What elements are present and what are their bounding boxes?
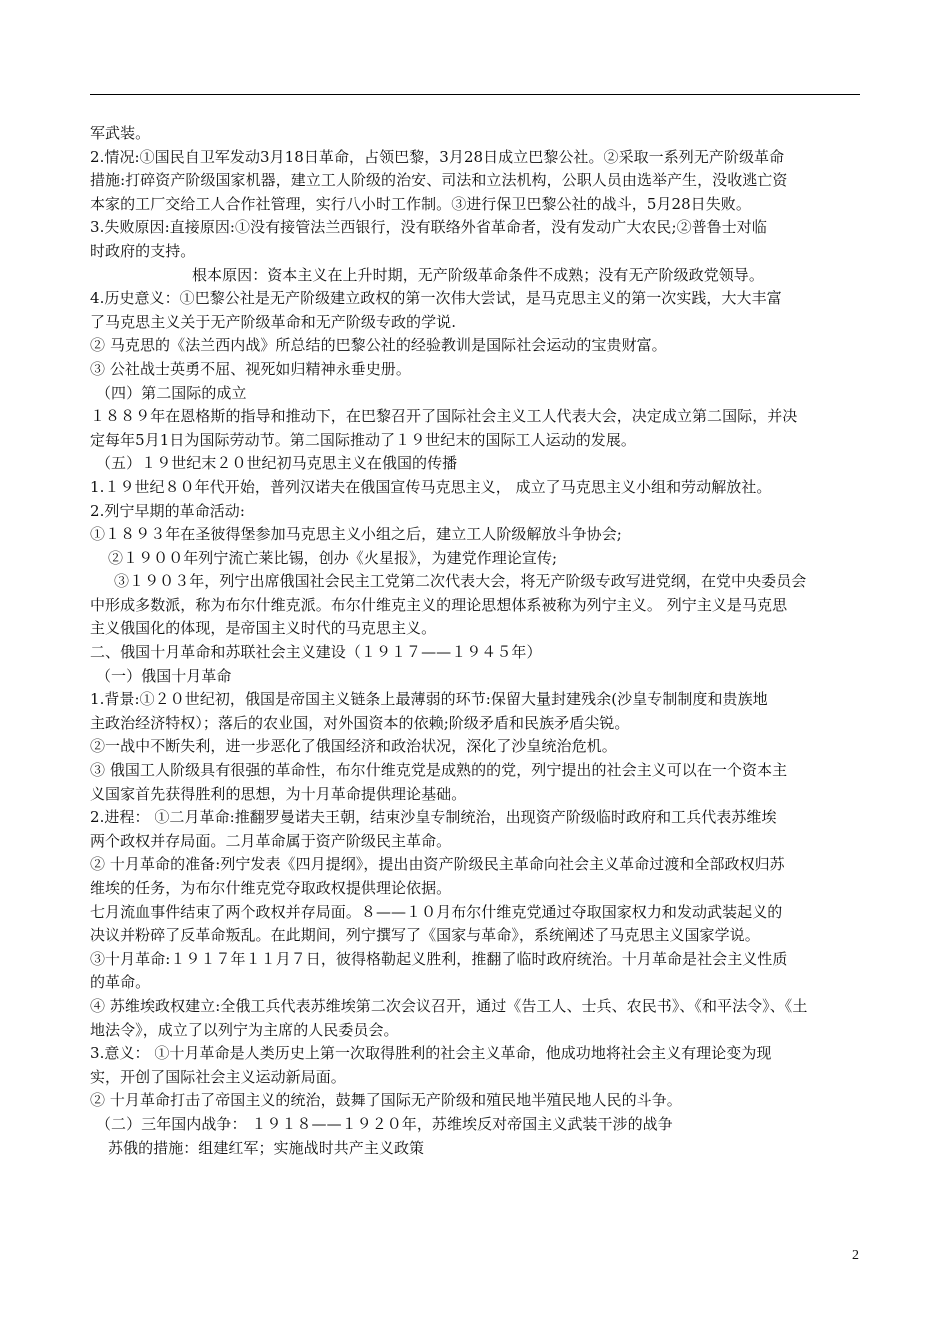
text-line: 措施:打碎资产阶级国家机器，建立工人阶级的治安、司法和立法机构，公职人员由选举产生，没收逃亡资 — [90, 171, 788, 190]
text-line: 2.列宁早期的革命活动: — [90, 501, 245, 520]
text-line: 定每年5月1日为国际劳动节。第二国际推动了１９世纪末的国际工人运动的发展。 — [90, 430, 636, 449]
text-line: （五）１９世纪末２０世纪初马克思主义在俄国的传播 — [96, 454, 458, 473]
text-line: ③十月革命:１９１７年１１月７日，彼得格勒起义胜利，推翻了临时政府统治。十月革命是社会主义性质 — [90, 949, 788, 968]
text-line: ②一战中不断失利，进一步恶化了俄国经济和政治状况，深化了沙皇统治危机。 — [90, 737, 617, 756]
text-line: （一）俄国十月革命 — [96, 666, 232, 685]
text-line: 二、俄国十月革命和苏联社会主义建设（１９１７——１９４５年） — [90, 643, 542, 662]
text-line: 本家的工厂交给工人合作社管理，实行八小时工作制。③进行保卫巴黎公社的战斗，5月28日失败。 — [90, 194, 751, 213]
header-rule — [90, 94, 860, 95]
text-line: 维埃的任务，为布尔什维克党夺取政权提供理论依据。 — [90, 879, 452, 897]
text-line: 七月流血事件结束了两个政权并存局面。８——１０月布尔什维克党通过夺取国家权力和发动武装起义的 — [90, 902, 783, 921]
text-line: 义国家首先获得胜利的思想，为十月革命提供理论基础。 — [90, 784, 467, 803]
text-line: 主政治经济特权）；落后的农业国，对外国资本的依赖;阶级矛盾和民族矛盾尖锐。 — [90, 713, 630, 732]
text-line: ③ 俄国工人阶级具有很强的革命性，布尔什维克党是成熟的的党，列宁提出的社会主义可以在一个资本主 — [90, 761, 788, 780]
text-line: ② 十月革命的准备:列宁发表《四月提纲》，提出由资产阶级民主革命向社会主义革命过渡和全部政权归苏 — [90, 855, 785, 874]
document-body — [90, 122, 862, 1160]
text-line: 3.失败原因:直接原因:①没有接管法兰西银行，没有联络外省革命者，没有发动广大农民;②普鲁士对临 — [90, 218, 767, 237]
text-line: （四）第二国际的成立 — [96, 383, 247, 402]
text-line: ①１８９３年在圣彼得堡参加马克思主义小组之后，建立工人阶级解放斗争协会; — [90, 525, 622, 544]
text-line: ③ 公社战士英勇不屈、视死如归精神永垂史册。 — [90, 359, 411, 378]
text-line: 的革命。 — [90, 973, 151, 992]
text-line: ② 马克思的《法兰西内战》所总结的巴黎公社的经验教训是国际社会运动的宝贵财富。 — [90, 336, 667, 355]
text-line: （二）三年国内战争： １９１８——１９２０年，苏维埃反对帝国主义武装干涉的战争 — [96, 1114, 673, 1133]
text-line: 3.意义： ①十月革命是人类历史上第一次取得胜利的社会主义革命，他成功地将社会主义有理论变为现 — [90, 1044, 772, 1063]
text-line: 苏俄的措施：组建红军；实施战时共产主义政策 — [108, 1138, 425, 1157]
text-line: 时政府的支持。 — [90, 241, 196, 260]
text-line: 了马克思主义关于无产阶级革命和无产阶级专政的学说. — [90, 312, 457, 331]
text-line: 根本原因：资本主义在上升时期，无产阶级革命条件不成熟；没有无产阶级政党领导。 — [192, 265, 764, 284]
text-line: 地法令》，成立了以列宁为主席的人民委员会。 — [90, 1020, 399, 1039]
text-line: 两个政权并存局面。二月革命属于资产阶级民主革命。 — [90, 831, 452, 850]
text-line: 决议并粉碎了反革命叛乱。在此期间，列宁撰写了《国家与革命》，系统阐述了马克思主义国家学说。 — [90, 926, 760, 945]
text-line: 1.背景:①２０世纪初，俄国是帝国主义链条上最薄弱的环节:保留大量封建残余(沙皇专制制度和贵族地 — [90, 690, 768, 709]
page-number: 2 — [852, 1248, 859, 1263]
text-line: 主义俄国化的体现，是帝国主义时代的马克思主义。 — [90, 619, 437, 638]
text-line: 1.１９世纪８０年代开始，普列汉诺夫在俄国宣传马克思主义， 成立了马克思主义小组和劳动解放社。 — [90, 477, 772, 496]
text-line: 2.情况:①国民自卫军发动3月18日革命，占领巴黎，3月28日成立巴黎公社。②采取一系列无产阶级革命 — [90, 147, 785, 166]
text-line: 4.历史意义：①巴黎公社是无产阶级建立政权的第一次伟大尝试，是马克思主义的第一次实践，大大丰富 — [90, 289, 782, 308]
text-line: 中形成多数派，称为布尔什维克派。布尔什维克主义的理论思想体系被称为列宁主义。 列宁主义是马克思 — [90, 595, 788, 614]
text-line: ③１９０３年，列宁出席俄国社会民主工党第二次代表大会，将无产阶级专政写进党纲，在党中央委员会 — [114, 572, 807, 591]
text-line: ② 十月革命打击了帝国主义的统治，鼓舞了国际无产阶级和殖民地半殖民地人民的斗争。 — [90, 1091, 682, 1110]
text-line: ④ 苏维埃政权建立:全俄工兵代表苏维埃第二次会议召开，通过《告工人、士兵、农民书》、《和平法令》、《土 — [90, 996, 808, 1015]
text-line: 军武装。 — [90, 124, 151, 142]
text-line: １８８９年在恩格斯的指导和推动下，在巴黎召开了国际社会主义工人代表大会，决定成立第二国际，并决 — [90, 407, 798, 426]
text-line: 实，开创了国际社会主义运动新局面。 — [90, 1067, 346, 1086]
text-line: ②１９００年列宁流亡莱比锡，创办《火星报》，为建党作理论宣传; — [108, 548, 558, 567]
text-line: 2.进程： ①二月革命:推翻罗曼诺夫王朝，结束沙皇专制统治，出现资产阶级临时政府和工兵代表苏维埃 — [90, 808, 777, 827]
